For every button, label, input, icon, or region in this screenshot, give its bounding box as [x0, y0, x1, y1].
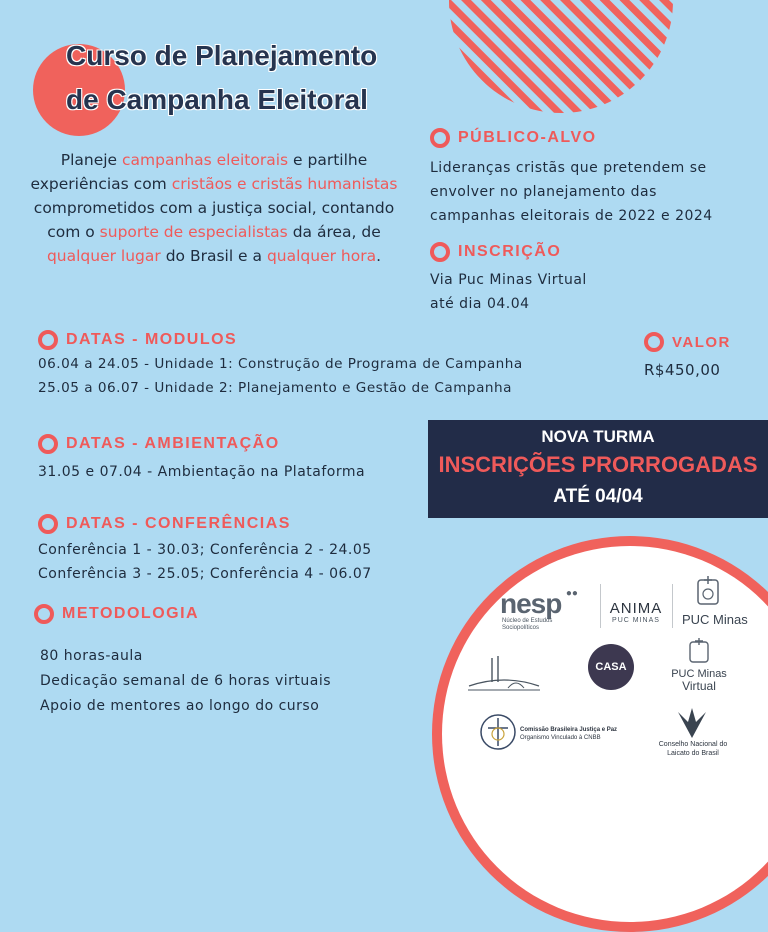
cbjp-line-1: Comissão Brasileira Justiça e Paz: [520, 727, 618, 733]
intro-paragraph: [28, 148, 400, 268]
banner-line-3: ATÉ 04/04: [553, 486, 643, 507]
cnlb-line-1: Conselho Nacional do: [658, 741, 728, 748]
title-line-1: Curso de Planejamento: [66, 40, 378, 71]
decor-striped-circle: [448, 0, 674, 114]
intro-text: e partilhe experiências com: [30, 151, 368, 193]
puc-virtual-line-2: Virtual: [682, 679, 716, 693]
datas-ambientacao-text: [38, 460, 365, 484]
heading-label: VALOR: [672, 333, 731, 351]
heading-label: DATAS - MODULOS: [66, 331, 238, 348]
nesp-wordmark: nesp: [500, 588, 562, 619]
intro-highlight: qualquer lugar: [46, 247, 161, 265]
intro-text: Planeje: [60, 151, 122, 169]
nova-turma-banner: [428, 420, 768, 518]
puc-minas-logo-text: PUC Minas: [682, 612, 748, 627]
cbjp-line-2: Organismo Vinculado à CNBB: [520, 735, 601, 741]
text-line: 80 horas-aula: [40, 648, 143, 664]
datas-modulos-heading: [38, 330, 237, 350]
title-line-2: de Campanha Eleitoral: [66, 84, 368, 115]
course-title: [66, 34, 446, 122]
datas-ambientacao-heading: [38, 434, 280, 454]
bullet-ring-icon: [38, 434, 58, 454]
intro-highlight: cristãos e cristãs humanistas: [171, 175, 398, 193]
banner-line-2: INSCRIÇÕES PRORROGADAS: [438, 452, 758, 477]
text-line: Apoio de mentores ao longo do curso: [40, 698, 320, 714]
text-line: envolver no planejamento das: [430, 184, 657, 200]
valor-amount: R$450,00: [644, 361, 721, 379]
inscricao-heading: [430, 242, 561, 262]
intro-highlight: campanhas eleitorais: [122, 151, 289, 169]
intro-highlight: qualquer hora: [266, 247, 377, 265]
text-line: Dedicação semanal de 6 horas virtuais: [40, 673, 332, 689]
cnlb-line-2: Laicato do Brasil: [667, 750, 719, 757]
heading-label: PÚBLICO-ALVO: [458, 129, 597, 146]
publico-alvo-text: [430, 156, 713, 228]
text-line: Via Puc Minas Virtual: [430, 272, 587, 288]
bullet-ring-icon: [430, 128, 450, 148]
text-line: Conferência 3 - 25.05; Conferência 4 - 06.07: [38, 566, 372, 582]
valor-heading: [644, 332, 731, 352]
intro-highlight: suporte de especialistas: [99, 223, 288, 241]
heading-label: DATAS - AMBIENTAÇÃO: [66, 435, 280, 452]
metodologia-heading: [34, 604, 199, 624]
text-line: 25.05 a 06.07 - Unidade 2: Planejamento e Gestão de Campanha: [38, 380, 512, 396]
publico-alvo-heading: [430, 128, 597, 148]
text-line: Lideranças cristãs que pretendem se: [430, 160, 707, 176]
anima-wordmark: ANIMA: [609, 600, 663, 617]
casa-wordmark: CASA: [595, 661, 627, 673]
text-line: até dia 04.04: [430, 296, 530, 312]
bullet-ring-icon: [38, 330, 58, 350]
puc-virtual-line-1: PUC Minas: [671, 668, 727, 680]
heading-label: DATAS - CONFERÊNCIAS: [66, 515, 291, 532]
text-line: 31.05 e 07.04 - Ambientação na Plataforma: [38, 464, 366, 480]
intro-text: do Brasil e a: [160, 247, 267, 265]
datas-conferencias-text: [38, 538, 372, 586]
datas-modulos-text: [38, 352, 523, 400]
bullet-ring-icon: [644, 332, 664, 352]
anima-sub: PUC MINAS: [612, 617, 660, 624]
heading-label: INSCRIÇÃO: [458, 243, 562, 260]
bullet-ring-icon: [38, 514, 58, 534]
text-line: campanhas eleitorais de 2022 e 2024: [430, 208, 713, 224]
intro-text: comprometidos com a justiça social, contando com o: [33, 199, 395, 241]
text-line: 06.04 a 24.05 - Unidade 1: Construção de Programa de Campanha: [38, 356, 523, 372]
metodologia-text: [40, 644, 331, 719]
heading-label: METODOLOGIA: [62, 605, 200, 622]
intro-text: .: [376, 247, 382, 265]
nesp-sub-line: Sociopolíticos: [502, 625, 540, 631]
inscricao-text: [430, 268, 587, 316]
banner-line-1: NOVA TURMA: [541, 427, 655, 446]
bullet-ring-icon: [34, 604, 54, 624]
text-line: Conferência 1 - 30.03; Conferência 2 - 24.05: [38, 542, 372, 558]
bullet-ring-icon: [430, 242, 450, 262]
nesp-dots-icon: ●●: [565, 588, 578, 599]
nesp-sub-line: Núcleo de Estudos: [502, 618, 553, 624]
datas-conferencias-heading: [38, 514, 291, 534]
intro-text: da área, de: [287, 223, 381, 241]
